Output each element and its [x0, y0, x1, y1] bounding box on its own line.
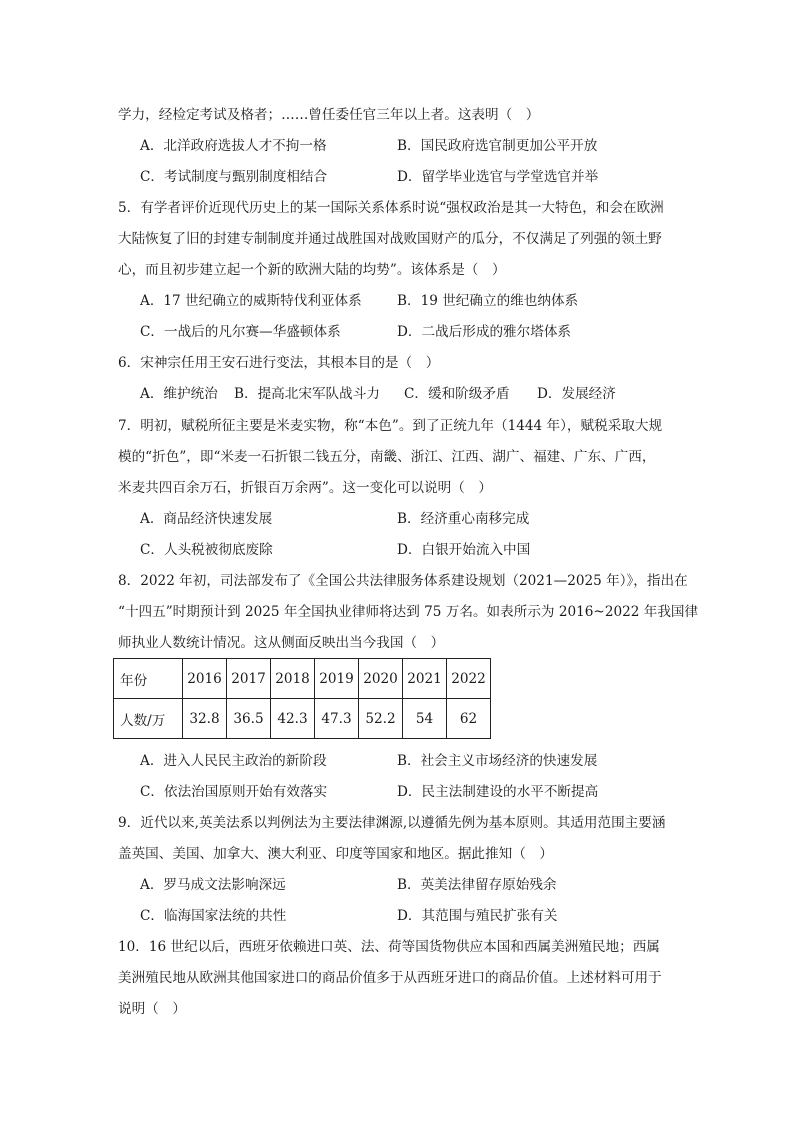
table-cell-year: 2022 — [447, 659, 491, 699]
table-cell-year: 2017 — [227, 659, 271, 699]
table-cell-value: 54 — [403, 699, 447, 739]
question-10-line-3: 说明（ ） — [118, 1001, 186, 1017]
q6-option-d[interactable]: D．发展经济 — [537, 386, 616, 402]
table-cell-value: 36.5 — [227, 699, 271, 739]
q9-option-c[interactable]: C．临海国家法统的共性 — [140, 908, 287, 924]
q5-option-b[interactable]: B．19 世纪确立的维也纳体系 — [397, 293, 579, 309]
question-8-line-2: “十四五”时期预计到 2025 年全国执业律师将达到 75 万名。如表所示为 2016~2022 年我国律 — [118, 604, 699, 620]
q9-option-b[interactable]: B．英美法律留存原始残余 — [397, 877, 557, 893]
table-cell-value: 47.3 — [315, 699, 359, 739]
q5-option-c[interactable]: C．一战后的凡尔赛—华盛顿体系 — [140, 324, 341, 340]
q8-option-b[interactable]: B．社会主义市场经济的快速发展 — [397, 753, 598, 769]
table-cell-year: 2021 — [403, 659, 447, 699]
question-9-line-2: 盖英国、美国、加拿大、澳大利亚、印度等国家和地区。据此推知（ ） — [118, 846, 553, 862]
table-row-counts — [114, 699, 491, 739]
q8-option-a[interactable]: A．进入人民民主政治的新阶段 — [140, 753, 327, 769]
lawyer-statistics-table — [113, 658, 491, 739]
table-header-count: 人数/万 — [114, 699, 183, 739]
question-8-line-3: 师执业人数统计情况。这从侧面反映出当今我国（ ） — [118, 635, 445, 651]
table-cell-year: 2020 — [359, 659, 403, 699]
question-9-line-1: 9．近代以来,英美法系以判例法为主要法律渊源,以遵循先例为基本原则。其适用范围主要涵 — [118, 815, 666, 831]
q6-option-b[interactable]: B．提高北宋军队战斗力 — [234, 386, 380, 402]
q9-option-d[interactable]: D．其范围与殖民扩张有关 — [397, 908, 558, 924]
question-4-stem: 学力，经检定考试及格者；……曾任委任官三年以上者。这表明（ ） — [118, 107, 540, 123]
q4-option-d[interactable]: D．留学毕业选官与学堂选官并举 — [397, 169, 599, 185]
q5-option-a[interactable]: A．17 世纪确立的威斯特伐利亚体系 — [140, 293, 362, 309]
table-cell-year: 2018 — [271, 659, 315, 699]
question-8-line-1: 8．2022 年初，司法部发布了《全国公共法律服务体系建设规划（2021—2025 年）》，指出在 — [118, 573, 688, 589]
q5-option-d[interactable]: D．二战后形成的雅尔塔体系 — [397, 324, 572, 340]
q7-option-d[interactable]: D．白银开始流入中国 — [397, 542, 531, 558]
q7-option-b[interactable]: B．经济重心南移完成 — [397, 511, 530, 527]
q6-option-c[interactable]: C．缓和阶级矛盾 — [404, 386, 510, 402]
q4-option-c[interactable]: C．考试制度与甄别制度相结合 — [140, 169, 328, 185]
question-5-line-3: 心，而且初步建立起一个新的欧洲大陆的均势”。该体系是（ ） — [118, 262, 506, 278]
table-cell-year: 2016 — [183, 659, 227, 699]
table-header-year: 年份 — [114, 659, 183, 699]
question-5-line-1: 5．有学者评价近现代历史上的某一国际关系体系时说“强权政治是其一大特色，和会在欧洲 — [118, 200, 664, 216]
q9-option-a[interactable]: A．罗马成文法影响深远 — [140, 877, 286, 893]
q7-option-a[interactable]: A．商品经济快速发展 — [140, 511, 273, 527]
q4-option-a[interactable]: A．北洋政府选拔人才不拘一格 — [140, 138, 327, 154]
question-5-line-2: 大陆恢复了旧的封建专制制度并通过战胜国对战败国财产的瓜分，不仅满足了列强的领土野 — [118, 231, 662, 247]
table-cell-value: 62 — [447, 699, 491, 739]
question-10-line-2: 美洲殖民地从欧洲其他国家进口的商品价值多于从西班牙进口的商品价值。上述材料可用于 — [118, 970, 662, 986]
table-cell-value: 52.2 — [359, 699, 403, 739]
table-cell-value: 32.8 — [183, 699, 227, 739]
question-10-line-1: 10．16 世纪以后，西班牙依赖进口英、法、荷等国货物供应本国和西属美洲殖民地；西属 — [118, 939, 660, 955]
q7-option-c[interactable]: C．人头税被彻底废除 — [140, 542, 273, 558]
question-7-line-1: 7．明初，赋税所征主要是米麦实物，称“本色”。到了正统九年（1444 年），赋税采取大规 — [118, 418, 663, 434]
question-7-line-3: 米麦共四百余万石，折银百万余两”。这一变化可以说明（ ） — [118, 480, 492, 496]
q4-option-b[interactable]: B．国民政府选官制更加公平开放 — [397, 138, 598, 154]
question-7-line-2: 模的“折色”，即“米麦一石折银二钱五分，南畿、浙江、江西、湖广、福建、广东、广西， — [118, 449, 656, 465]
q8-option-c[interactable]: C．依法治国原则开始有效落实 — [140, 784, 328, 800]
table-cell-year: 2019 — [315, 659, 359, 699]
q8-option-d[interactable]: D．民主法制建设的水平不断提高 — [397, 784, 599, 800]
question-6-stem: 6．宋神宗任用王安石进行变法，其根本目的是（ ） — [118, 355, 440, 371]
table-row-years — [114, 659, 491, 699]
q6-option-a[interactable]: A．维护统治 — [140, 386, 218, 402]
table-cell-value: 42.3 — [271, 699, 315, 739]
